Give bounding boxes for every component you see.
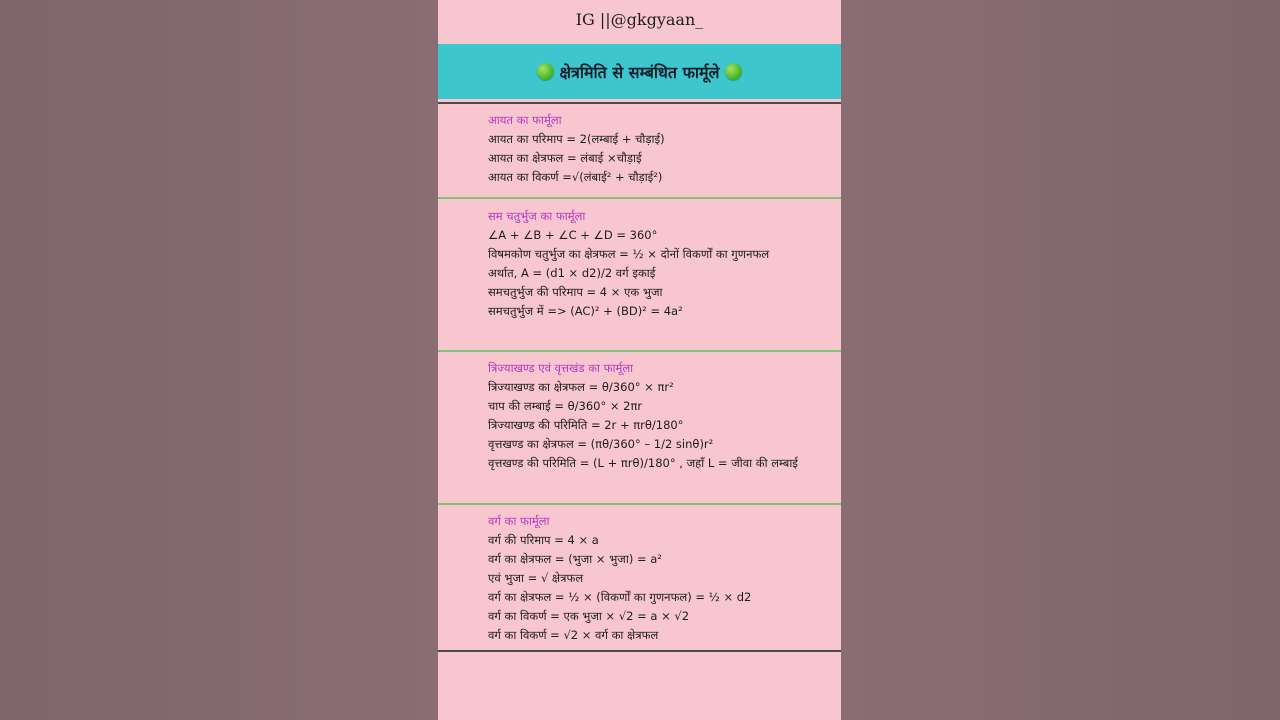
instagram-handle: IG ||@gkgyaan_ <box>575 10 704 29</box>
section-rhombus <box>488 207 828 321</box>
green-circle-icon <box>725 63 742 80</box>
formula-line: ∠A + ∠B + ∠C + ∠D = 360° <box>488 228 658 242</box>
formula-line: वर्ग का क्षेत्रफल = ½ × (विकर्णों का गुणनफल) = ½ × d2 <box>488 590 752 604</box>
section-title: वर्ग का फार्मूला <box>488 514 550 528</box>
divider <box>438 503 841 505</box>
section-title: त्रिज्याखण्ड एवं वृत्तखंड का फार्मूला <box>488 361 634 375</box>
formula-line: वृत्तखण्ड का क्षेत्रफल = (πθ/360° – 1/2 sinθ)r² <box>488 437 714 451</box>
section-title: आयत का फार्मूला <box>488 113 562 127</box>
section-title: सम चतुर्भुज का फार्मूला <box>488 209 586 223</box>
formula-line: आयत का परिमाप = 2(लम्बाई + चौड़ाई) <box>488 132 665 146</box>
formula-line: त्रिज्याखण्ड की परिमिति = 2r + πrθ/180° <box>488 418 684 432</box>
divider <box>438 350 841 352</box>
formula-line: वर्ग का विकर्ण = एक भुजा × √2 = a × √2 <box>488 609 690 623</box>
section-square <box>488 512 828 645</box>
formula-card <box>438 0 841 720</box>
formula-line: एवं भुजा = √ क्षेत्रफल <box>488 571 584 585</box>
formula-line: वर्ग का विकर्ण = √2 × वर्ग का क्षेत्रफल <box>488 628 659 642</box>
banner-title: क्षेत्रमिति से सम्बंधित फार्मूले <box>559 62 720 82</box>
title-banner <box>438 44 841 99</box>
divider <box>438 102 841 104</box>
right-blurred-background <box>841 0 1280 720</box>
formula-line: त्रिज्याखण्ड का क्षेत्रफल = θ/360° × πr² <box>488 380 674 394</box>
formula-line: चाप की लम्बाई = θ/360° × 2πr <box>488 399 643 413</box>
section-rectangle <box>488 111 828 187</box>
formula-line: आयत का विकर्ण =√(लंबाई² + चौड़ाई²) <box>488 170 663 184</box>
divider <box>438 650 841 652</box>
formula-line: वर्ग की परिमाप = 4 × a <box>488 533 599 547</box>
formula-line: विषमकोण चतुर्भुज का क्षेत्रफल = ½ × दोनों विकर्णों का गुणनफल <box>488 247 770 261</box>
green-circle-icon <box>537 63 554 80</box>
section-sector-segment <box>488 359 828 473</box>
formula-line: आयत का क्षेत्रफल = लंबाई ×चौड़ाई <box>488 151 642 165</box>
left-blurred-background <box>0 0 438 720</box>
formula-line: समचतुर्भुज की परिमाप = 4 × एक भुजा <box>488 285 663 299</box>
formula-line: अर्थात, A = (d1 × d2)/2 वर्ग इकाई <box>488 266 656 280</box>
divider <box>438 197 841 199</box>
formula-line: वृत्तखण्ड की परिमिति = (L + πrθ)/180° , जहाँ L = जीवा की लम्बाई <box>488 456 798 470</box>
formula-line: वर्ग का क्षेत्रफल = (भुजा × भुजा) = a² <box>488 552 662 566</box>
formula-line: समचतुर्भुज में => (AC)² + (BD)² = 4a² <box>488 304 683 318</box>
